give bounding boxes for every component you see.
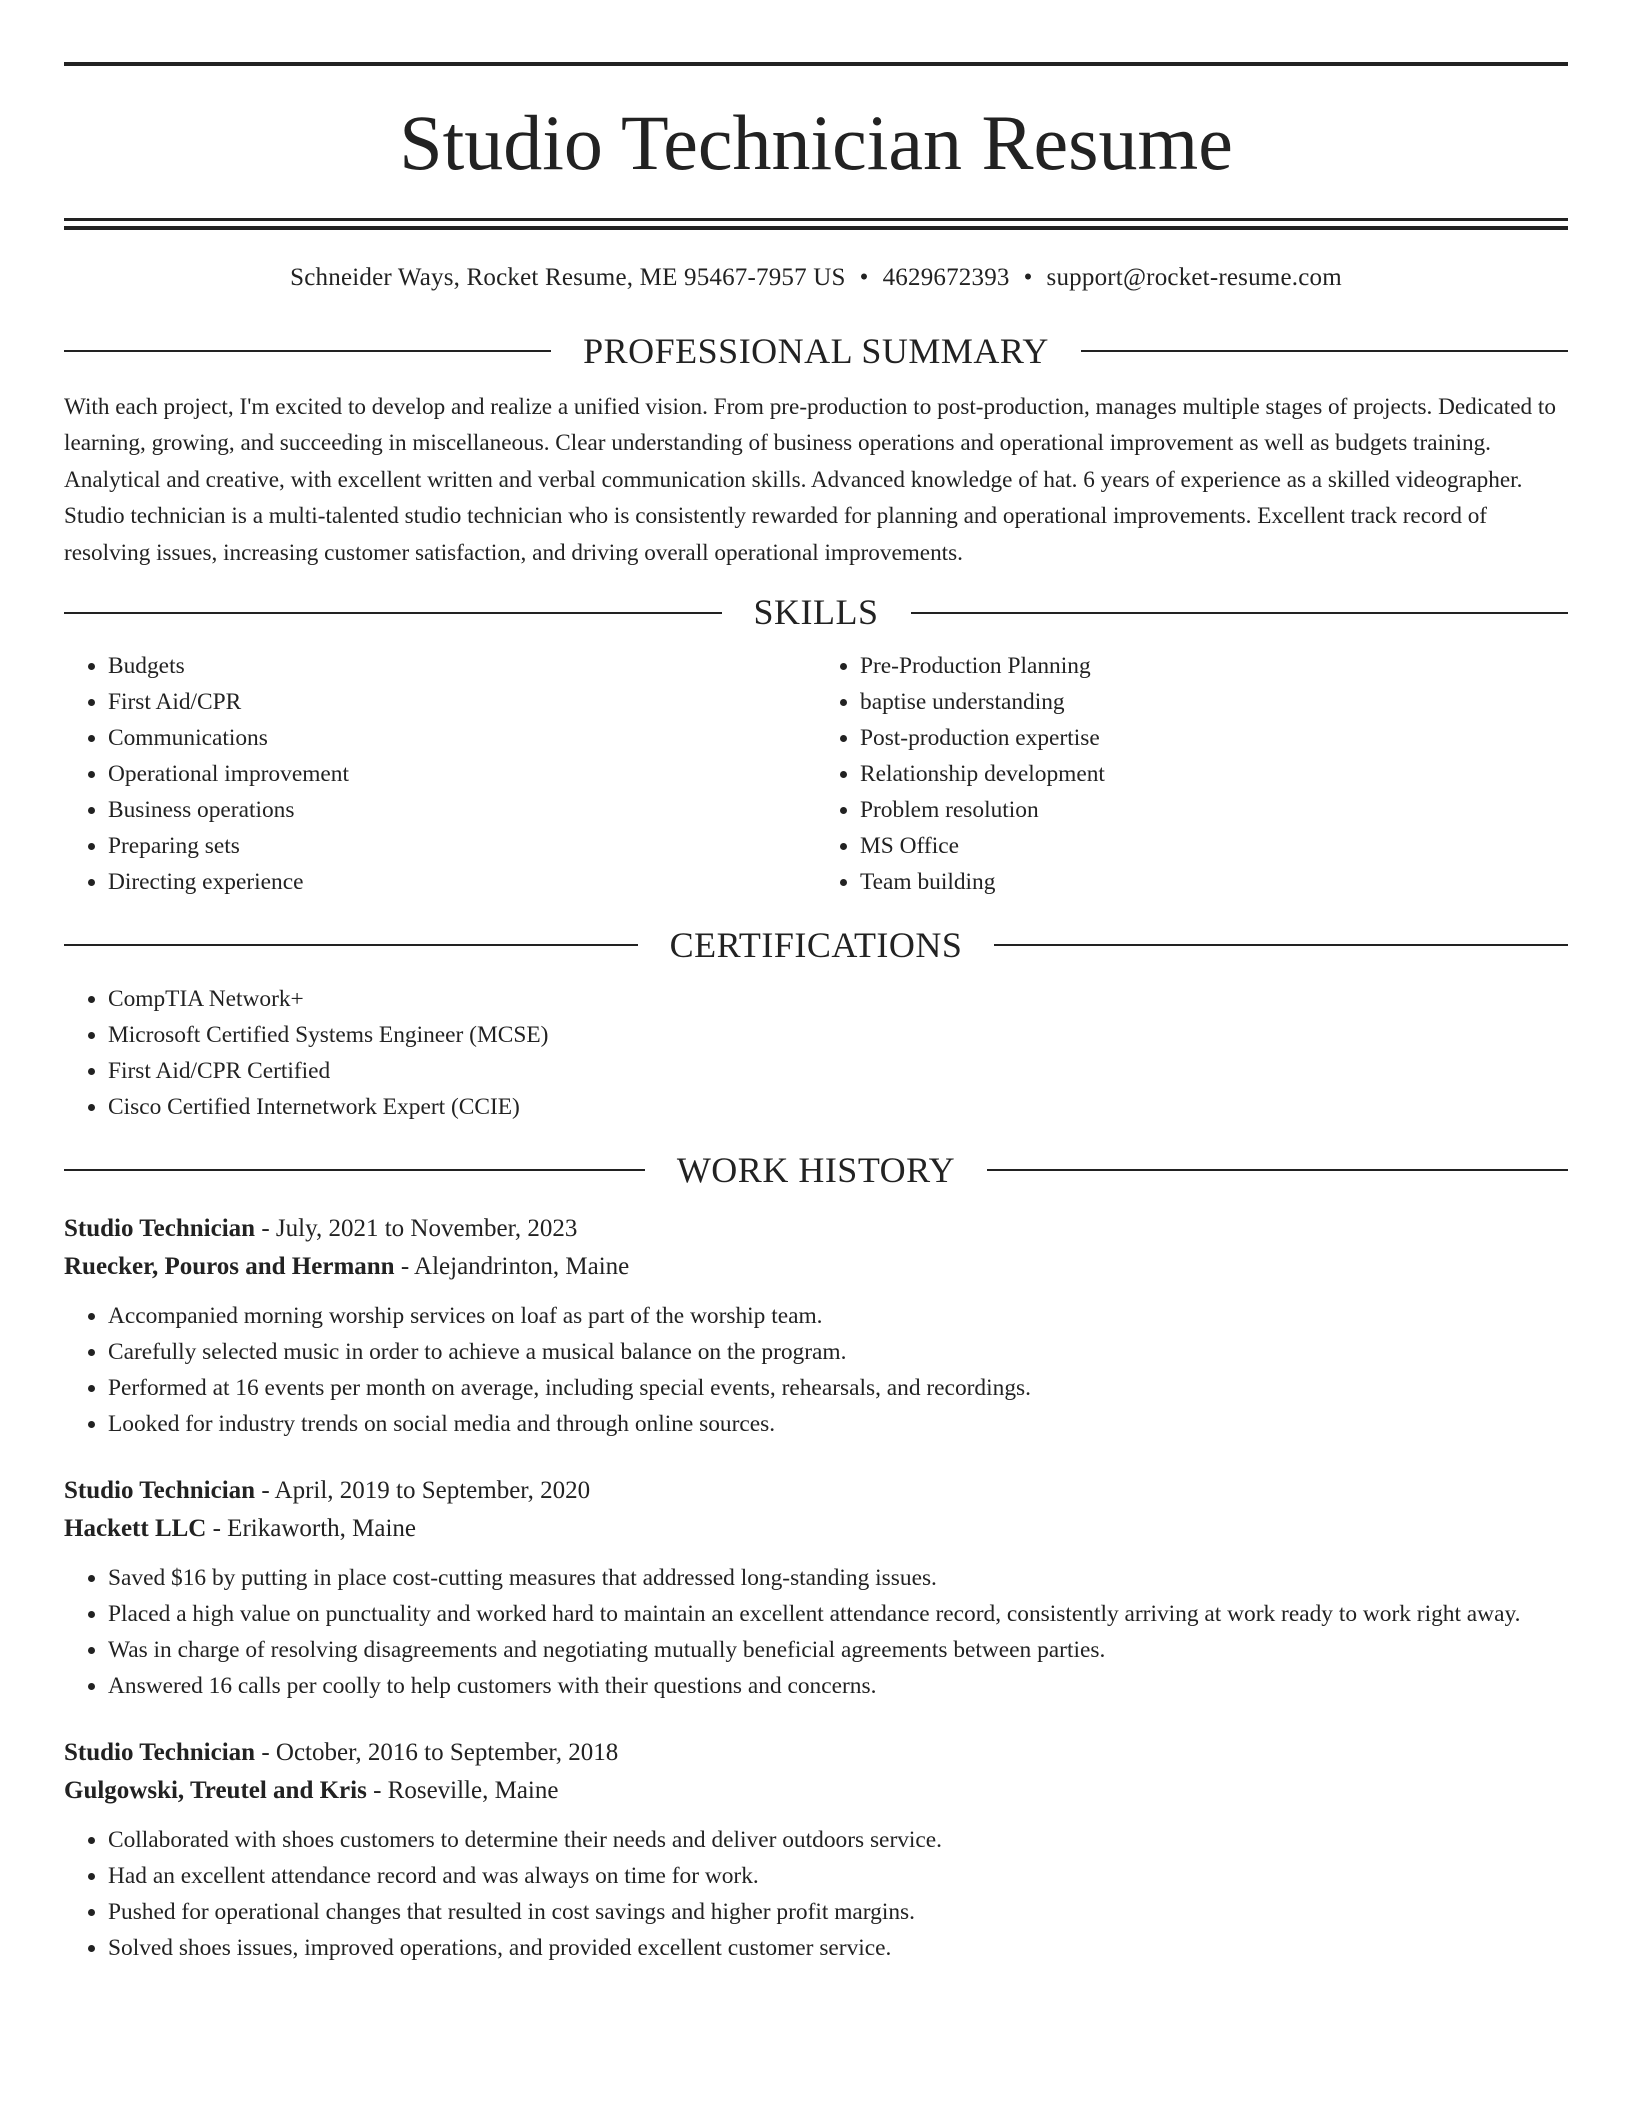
job-company: Hackett LLC: [64, 1514, 207, 1542]
job-bullet: • Accompanied morning worship services on loaf as part of the worship team.: [108, 1298, 1568, 1334]
job-location: - Erikaworth, Maine: [206, 1514, 417, 1542]
job-bullet: • Collaborated with shoes customers to determine their needs and deliver outdoors service.: [108, 1822, 1568, 1858]
job-dates: - July, 2021 to November, 2023: [255, 1214, 578, 1242]
contact-separator: •: [1023, 264, 1033, 291]
skill-item: • MS Office: [860, 828, 1568, 864]
job-title: Studio Technician: [64, 1738, 256, 1766]
skill-item: • Operational improvement: [108, 756, 816, 792]
certification-item: • Microsoft Certified Systems Engineer (MCSE): [108, 1017, 1568, 1053]
job-title: Studio Technician: [64, 1476, 256, 1504]
contact-separator: •: [859, 264, 869, 291]
job-title: Studio Technician: [64, 1214, 256, 1242]
skill-item: • Relationship development: [860, 756, 1568, 792]
job-bullet: • Performed at 16 events per month on average, including special events, rehearsals, and recordings.: [108, 1370, 1568, 1406]
job-title-line: [64, 1210, 1568, 1248]
certification-item: • Cisco Certified Internetwork Expert (CCIE): [108, 1089, 1568, 1125]
skills-columns: [64, 648, 1568, 900]
job-entry: [64, 1734, 1568, 1966]
job-bullet: • Solved shoes issues, improved operations, and provided excellent customer service.: [108, 1930, 1568, 1966]
job-bullet: • Pushed for operational changes that resulted in cost savings and higher profit margins.: [108, 1894, 1568, 1930]
heading-rule-right: [994, 944, 1568, 946]
job-bullets: [64, 1298, 1568, 1442]
skills-list-left: [64, 648, 816, 900]
job-bullets: [64, 1560, 1568, 1704]
job-location: - Alejandrinton, Maine: [394, 1252, 630, 1280]
skill-item: • Team building: [860, 864, 1568, 900]
job-bullet: • Saved $16 by putting in place cost-cutting measures that addressed long-standing issues.: [108, 1560, 1568, 1596]
skill-item: • Post-production expertise: [860, 720, 1568, 756]
job-title-line: [64, 1472, 1568, 1510]
heading-rule-left: [64, 944, 638, 946]
skill-item: • Communications: [108, 720, 816, 756]
heading-rule-right: [987, 1169, 1568, 1171]
job-company-line: [64, 1510, 1568, 1548]
heading-rule-left: [64, 1169, 645, 1171]
work-heading-label: WORK HISTORY: [676, 1149, 956, 1190]
skill-item: • Pre-Production Planning: [860, 648, 1568, 684]
title-double-rule: [64, 218, 1568, 230]
top-rule: [64, 62, 1568, 66]
summary-heading-label: PROFESSIONAL SUMMARY: [583, 331, 1049, 371]
certification-item: • CompTIA Network+: [108, 981, 1568, 1017]
summary-heading: [64, 328, 1568, 375]
heading-rule-left: [64, 612, 722, 614]
job-bullets: [64, 1822, 1568, 1966]
certification-item: • First Aid/CPR Certified: [108, 1053, 1568, 1089]
job-location: - Roseville, Maine: [366, 1776, 559, 1804]
skill-item: • Problem resolution: [860, 792, 1568, 828]
job-bullet: • Placed a high value on punctuality and worked hard to maintain an excellent attendance record, consistently arriving at work ready to work right away.: [108, 1596, 1568, 1632]
job-bullet: • Looked for industry trends on social media and through online sources.: [108, 1406, 1568, 1442]
certifications-heading-label: CERTIFICATIONS: [669, 925, 963, 966]
job-dates: - October, 2016 to September, 2018: [255, 1738, 619, 1766]
heading-rule-right: [1081, 350, 1568, 352]
skill-item: • baptise understanding: [860, 684, 1568, 720]
work-heading: [64, 1147, 1568, 1194]
certifications-heading: [64, 922, 1568, 969]
skill-item: • Budgets: [108, 648, 816, 684]
skills-heading-label: SKILLS: [753, 592, 879, 633]
contact-address: Schneider Ways, Rocket Resume, ME 95467-7957 US: [290, 264, 846, 291]
skill-item: • Preparing sets: [108, 828, 816, 864]
contact-line: [64, 264, 1568, 292]
heading-rule-left: [64, 350, 551, 352]
contact-email: support@rocket-resume.com: [1046, 264, 1342, 291]
job-dates: - April, 2019 to September, 2020: [255, 1476, 591, 1504]
certifications-list: [64, 981, 1568, 1125]
heading-rule-right: [911, 612, 1569, 614]
job-bullet: • Was in charge of resolving disagreements and negotiating mutually beneficial agreements between parties.: [108, 1632, 1568, 1668]
skills-list-right: [816, 648, 1568, 900]
page-title: Studio Technician Resume: [399, 99, 1233, 186]
skill-item: • Directing experience: [108, 864, 816, 900]
skills-heading: [64, 589, 1568, 636]
job-company: Ruecker, Pouros and Hermann: [64, 1252, 395, 1280]
job-entry: [64, 1210, 1568, 1442]
job-entry: [64, 1472, 1568, 1704]
job-title-line: [64, 1734, 1568, 1772]
skill-item: • Business operations: [108, 792, 816, 828]
summary-text: With each project, I'm excited to develop and realize a unified vision. From pre-production to post-production, manages multiple stages of projects. Dedicated to learning, growing, and succeeding in miscellaneous. Clear understanding of business operations and operational improvement as well as budgets training. Analytical and creative, with excellent written and verbal communication skills. Advanced knowledge of hat. 6 years of experience as a skilled videographer. Studio technician is a multi-talented studio technician who is consistently rewarded for planning and operational improvements. Excellent track record of resolving issues, increasing customer satisfaction, and driving overall operational improvements.: [64, 393, 1556, 566]
skill-item: • First Aid/CPR: [108, 684, 816, 720]
job-company-line: [64, 1772, 1568, 1810]
job-company: Gulgowski, Treutel and Kris: [64, 1776, 367, 1804]
contact-phone: 4629672393: [882, 264, 1010, 291]
job-company-line: [64, 1248, 1568, 1286]
job-bullet: • Had an excellent attendance record and was always on time for work.: [108, 1858, 1568, 1894]
job-bullet: • Answered 16 calls per coolly to help customers with their questions and concerns.: [108, 1668, 1568, 1704]
job-bullet: • Carefully selected music in order to achieve a musical balance on the program.: [108, 1334, 1568, 1370]
